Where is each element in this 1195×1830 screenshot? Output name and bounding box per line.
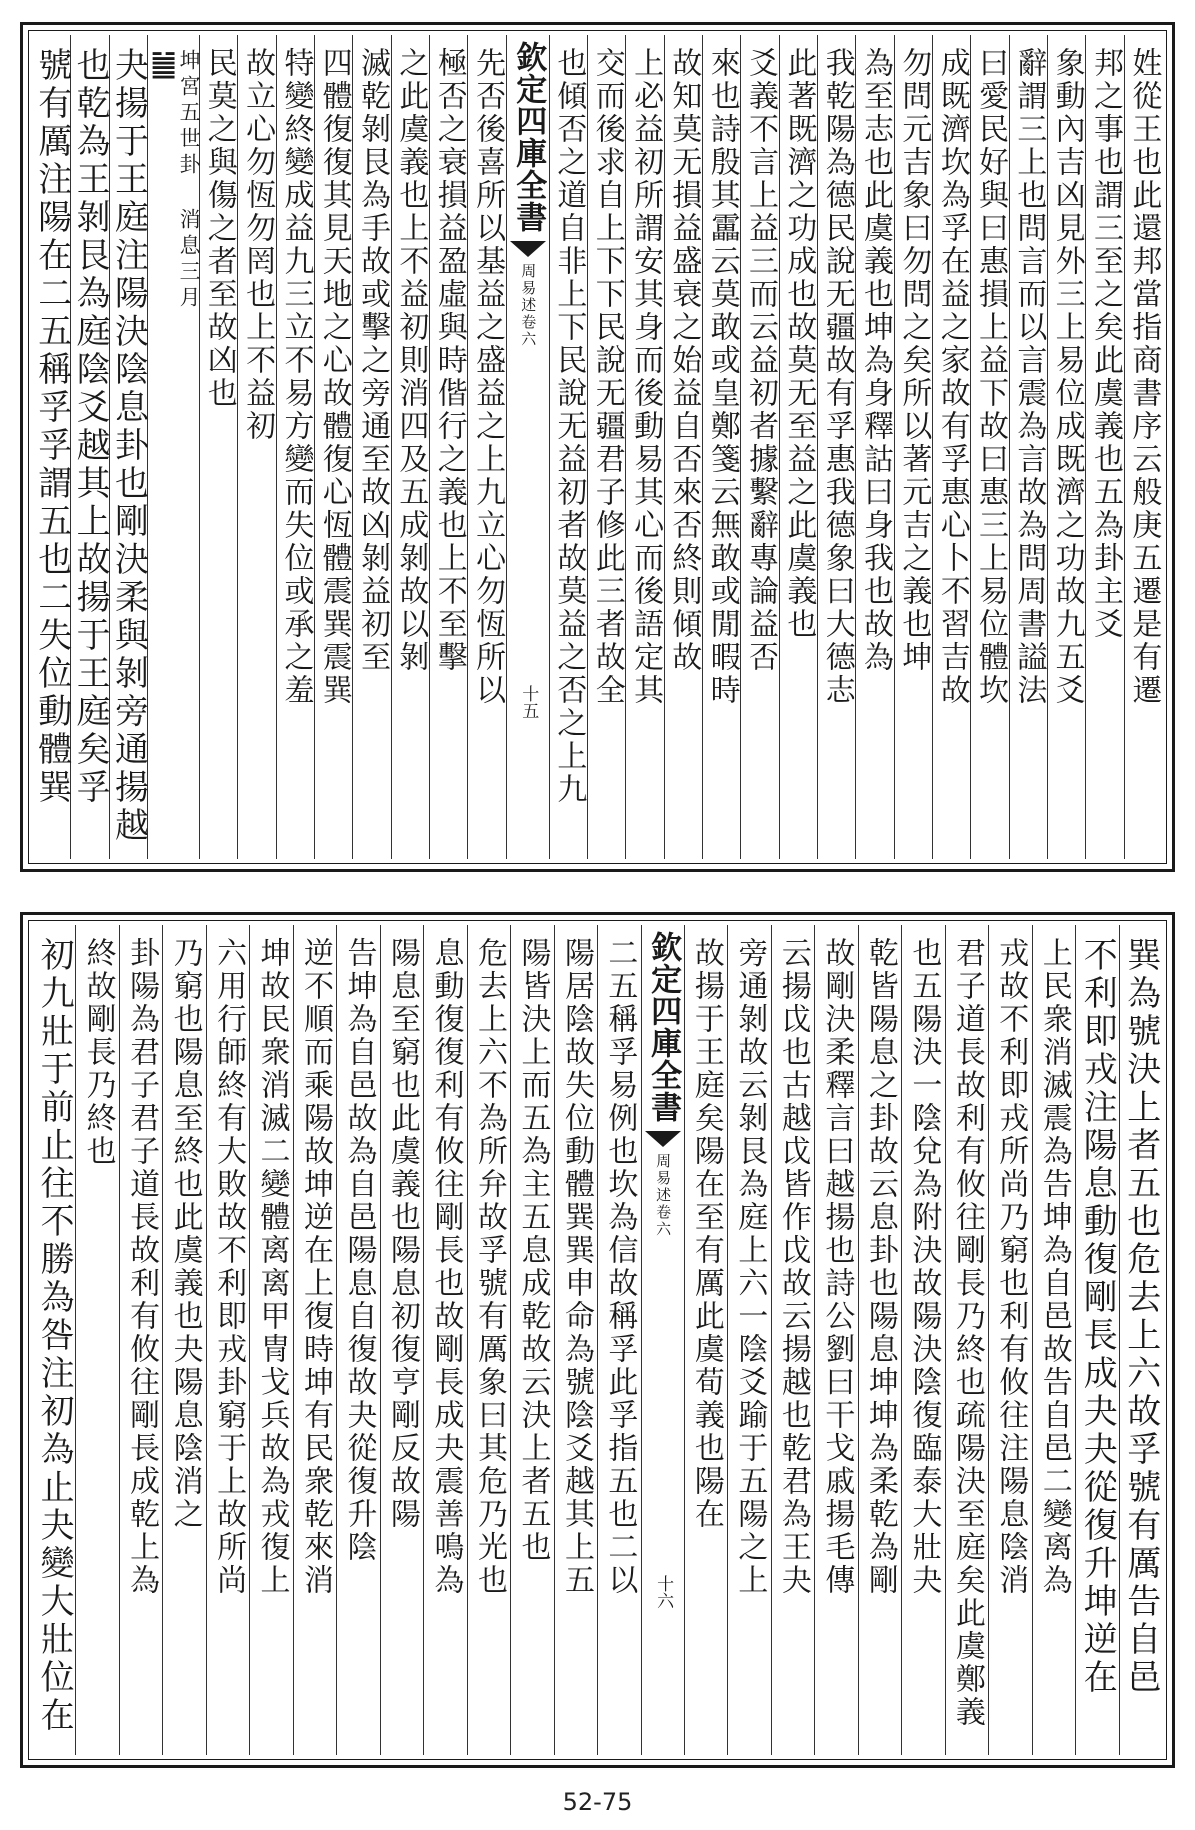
- column-text: 特變終變成益九三立不易方變而失位或承之羞: [278, 47, 314, 707]
- fishtail-icon: [645, 1131, 681, 1147]
- column-text: 成既濟坎為孚在益之家故有孚惠心卜不習吉故: [934, 47, 970, 707]
- column-text: 上民衆消滅震為告坤為自邑故告自邑二變离為: [1036, 937, 1072, 1597]
- column-text: 逆不順而乘陽故坤逆在上復時坤有民衆乾來消: [298, 937, 334, 1597]
- column-text: 民莫之與傷之者至故凶也: [201, 47, 237, 410]
- column-text: 為至志也此虞義也坤為身釋詁曰身我也故為: [858, 47, 894, 674]
- text-column: [1047, 35, 1085, 859]
- text-column: [1124, 35, 1162, 859]
- text-column: [380, 925, 423, 1755]
- text-column: [702, 35, 740, 859]
- text-column: [293, 925, 336, 1755]
- column-text: 滅乾剝艮為手故或擊之旁通至故凶剝益初至: [355, 47, 391, 674]
- column-text: 故剛決柔釋言曰越揚也詩公劉曰干戈戚揚毛傳: [819, 937, 855, 1597]
- column-text: 之此虞義也上不益初則消四及五成剝故以剝: [393, 47, 429, 674]
- column-text: 我乾陽為德民說无疆故有孚惠我德象曰大德志: [819, 47, 855, 707]
- text-column: [771, 925, 814, 1755]
- column-text: 云揚戉也古越戉皆作戉故云揚越也乾君為王夬: [775, 937, 811, 1597]
- center-gutter: [506, 35, 549, 859]
- text-column: [988, 925, 1031, 1755]
- lower-text-columns: [33, 925, 1162, 1755]
- text-column: [1032, 925, 1075, 1755]
- upper-page: [20, 22, 1175, 872]
- juan-label: 卷六: [519, 314, 538, 348]
- column-text: 爻義不言上益三而云益初者據繫辭專論益否: [743, 47, 779, 674]
- text-column: [33, 35, 70, 859]
- column-text: 也五陽決一陰兌為附決故陽決陰復臨泰大壯夬: [906, 937, 942, 1597]
- column-text: 此著既濟之功成也故莫无至益之此虞義也: [781, 47, 817, 641]
- upper-text-columns: [33, 35, 1162, 859]
- text-column: [206, 925, 249, 1755]
- text-column: [1009, 35, 1047, 859]
- lower-page: [20, 912, 1175, 1768]
- text-column: [276, 35, 314, 859]
- column-text: 終故剛長乃終也: [80, 937, 116, 1168]
- column-text: 戎故不利即戎所尚乃窮也利有攸往注陽息陰消: [993, 937, 1029, 1597]
- text-column: [1075, 925, 1118, 1755]
- column-text: 危去上六不為所弁故孚號有厲象曰其危乃光也: [471, 937, 507, 1597]
- column-text: 乃窮也陽息至終也此虞義也夬陽息陰消之: [167, 937, 203, 1531]
- text-column: [684, 925, 727, 1755]
- text-column: [336, 925, 379, 1755]
- text-column: [740, 35, 778, 859]
- column-text: 故立心勿恆勿罔也上不益初: [240, 47, 276, 443]
- column-text: 上必益初所謂安其身而後動易其心而後語定其: [628, 47, 664, 707]
- text-column: [237, 35, 275, 859]
- text-column: [970, 35, 1008, 859]
- column-text: 告坤為自邑故為自邑陽息自復故夬從復升陰: [341, 937, 377, 1564]
- text-column: [352, 35, 390, 859]
- column-text: 陽皆決上而五為主五息成乾故云決上者五也: [515, 937, 551, 1564]
- column-text: 號有厲注陽在二五稱孚孚謂五也二失位動體巽: [31, 47, 72, 807]
- column-text: 也傾否之道自非上下民說无益初者故莫益之否之上九: [551, 47, 587, 806]
- column-text: 息動復復利有攸往剛長也故剛長成夬震善鳴為: [428, 937, 464, 1597]
- book-section-label: 周易述: [654, 1153, 673, 1204]
- leaf-number: 十五: [518, 685, 539, 719]
- column-text: 故知莫无損益盛衰之始益自否來否終則傾故: [666, 47, 702, 674]
- text-column: [162, 925, 205, 1755]
- text-column: [554, 925, 597, 1755]
- text-column: [932, 35, 970, 859]
- column-text: ䷪: [146, 47, 182, 85]
- text-column: [817, 35, 855, 859]
- running-title: 欽定四庫全書: [510, 41, 547, 233]
- column-text: 曰愛民好與曰惠損上益下故曰惠三上易位體坎: [973, 47, 1009, 707]
- column-text: 勿問元吉象曰勿問之矣所以著元吉之義也坤: [896, 47, 932, 674]
- column-text: 六用行師終有大敗故不利即戎卦窮于上故所尚: [211, 937, 247, 1597]
- column-text: 交而後求自上下下民說无疆君子修此三者故全: [589, 47, 625, 707]
- column-text: 陽息至窮也此虞義也陽息初復亨剛反故陽: [385, 937, 420, 1531]
- column-text: 初九壯于前止往不勝為咎注初為止夬變大壯位在: [34, 937, 75, 1735]
- text-column: [314, 35, 352, 859]
- text-column: [467, 925, 510, 1755]
- text-column: [391, 35, 429, 859]
- text-column: [1119, 925, 1162, 1755]
- text-column: [75, 925, 118, 1755]
- text-column: [597, 925, 640, 1755]
- text-column: [109, 35, 147, 859]
- text-column: [894, 35, 932, 859]
- text-column: [858, 925, 901, 1755]
- fishtail-icon: [510, 241, 546, 257]
- column-text: 坤故民衆消滅二變體离离甲冑戈兵故為戎復上: [254, 937, 290, 1597]
- text-column: [814, 925, 857, 1755]
- column-text: 旁通剝故云剝艮為庭上六一陰爻踰于五陽之上: [732, 937, 768, 1597]
- book-section-label: 周易述: [519, 263, 538, 314]
- leaf-number: 十六: [653, 1575, 674, 1609]
- text-column: [510, 925, 553, 1755]
- column-text: 先否後喜所以基益之盛益之上九立心勿恆所以: [470, 47, 506, 707]
- column-text: 象動內吉凶見外三上易位成既濟之功故九五爻: [1049, 47, 1085, 707]
- column-text: 君子道長故利有攸往剛長乃終也疏陽決至庭矣此虞鄭義: [949, 937, 985, 1729]
- text-column: [727, 925, 770, 1755]
- column-text: 二五稱孚易例也坎為信故稱孚此孚指五也二以: [602, 937, 638, 1597]
- hexagram-note: 坤宮五世卦 消息三月: [177, 49, 202, 312]
- column-text: 邦之事也謂三至之矣此虞義也五為卦主爻: [1088, 47, 1123, 641]
- text-column: [901, 925, 944, 1755]
- text-column: [423, 925, 466, 1755]
- column-text: 姓從王也此還邦當指商書序云般庚五遷是有遷: [1126, 47, 1162, 707]
- column-text: 陽居陰故失位動體巽巽申命為號陰爻越其上五: [558, 937, 594, 1597]
- text-column: [119, 925, 162, 1755]
- column-text: 四體復復其見天地之心故體復心恆體震巽震巽: [316, 47, 352, 707]
- column-text: 辭謂三上也問言而以言震為言故為問周書謚法: [1011, 47, 1047, 707]
- column-text: 故揚于王庭矣陽在至有厲此虞荀義也陽在: [688, 937, 724, 1531]
- column-text: 夬揚于王庭注陽決陰息卦也剛決柔與剝旁通揚越: [108, 47, 149, 845]
- text-column: [945, 925, 988, 1755]
- running-title: 欽定四庫全書: [645, 931, 682, 1123]
- center-gutter: [641, 925, 684, 1755]
- text-column: [146, 35, 202, 859]
- text-column: [855, 35, 893, 859]
- text-column: [33, 925, 75, 1755]
- text-column: [549, 35, 587, 859]
- column-text: 不利即戎注陽息動復剛長成夬夬從復升坤逆在: [1077, 937, 1118, 1697]
- text-column: [779, 35, 817, 859]
- text-column: [429, 35, 467, 859]
- text-column: [467, 35, 505, 859]
- text-column: [664, 35, 702, 859]
- text-column: [625, 35, 663, 859]
- column-text: 巽為號決上者五也危去上六故孚號有厲告自邑: [1120, 937, 1161, 1697]
- text-column: [249, 925, 292, 1755]
- column-text: 也乾為王剝艮為庭陰爻越其上故揚于王庭矣孚: [70, 47, 111, 807]
- column-text: 乾皆陽息之卦故云息卦也陽息坤坤為柔乾為剛: [862, 937, 898, 1597]
- column-text: 來也詩殷其靁云莫敢或皇鄭箋云無敢或閒暇時: [704, 47, 740, 707]
- text-column: [199, 35, 237, 859]
- juan-label: 卷六: [654, 1204, 673, 1238]
- text-column: [587, 35, 625, 859]
- page-number: 52-75: [562, 1788, 633, 1816]
- text-column: [1085, 35, 1123, 859]
- column-text: 卦陽為君子君子道長故利有攸往剛長成乾上為: [124, 937, 160, 1597]
- text-column: [70, 35, 111, 859]
- column-text: 極否之衰損益盈虛與時偕行之義也上不至擊: [431, 47, 467, 674]
